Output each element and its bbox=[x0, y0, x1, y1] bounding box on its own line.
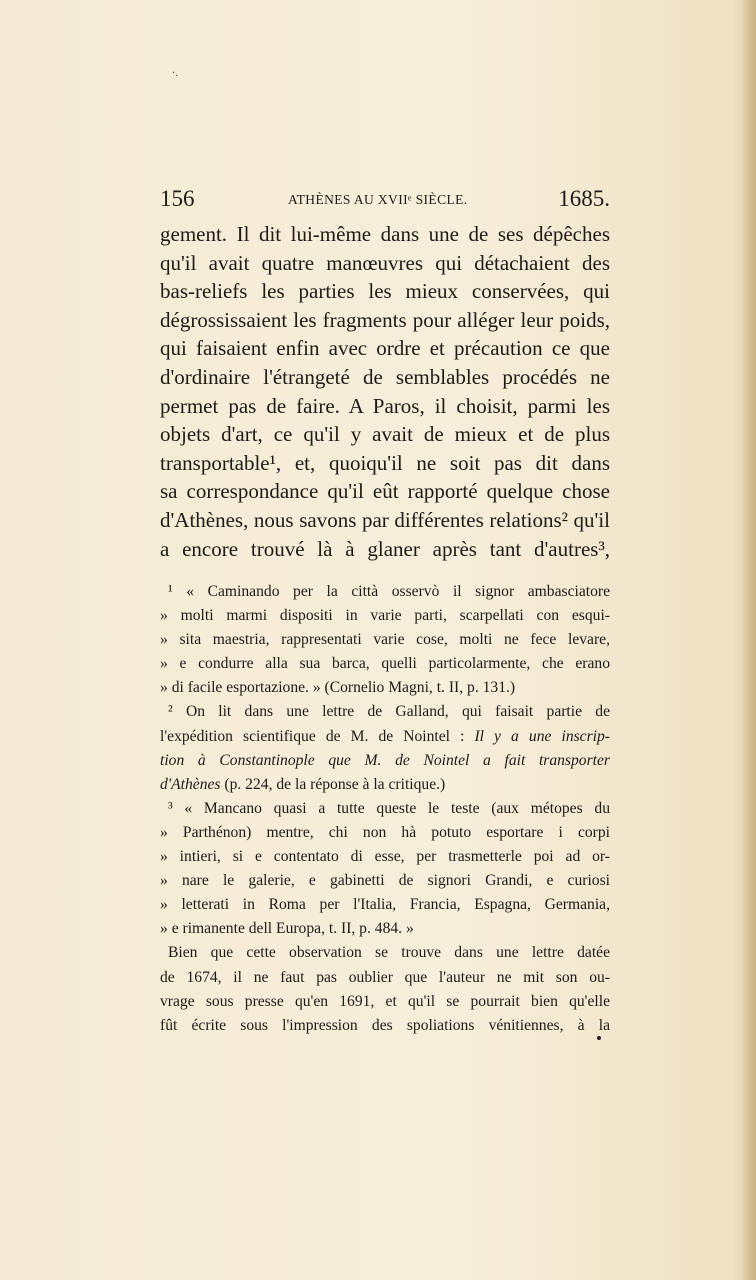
body-line: transportable¹, et, quoiqu'il ne soit pas dit dans bbox=[160, 450, 610, 475]
footnote-line: vrage sous presse qu'en 1691, et qu'il se pourrait bien qu'elle bbox=[160, 992, 610, 1010]
footnote-text: l'expédition scientifique de M. de Nointel : bbox=[160, 727, 475, 745]
footnote-continuation bbox=[160, 941, 610, 1037]
body-text bbox=[160, 220, 610, 563]
ink-dot bbox=[597, 1036, 601, 1040]
footnote-line: de 1674, il ne faut pas oublier que l'auteur ne mit son ou- bbox=[160, 968, 610, 986]
body-line: d'ordinaire l'étrangeté de semblables procédés ne bbox=[160, 364, 610, 389]
body-line: dégrossissaient les fragments pour alléger leur poids, bbox=[160, 307, 610, 332]
footnote-line: Bien que cette observation se trouve dans une lettre datée bbox=[168, 944, 610, 962]
page-edge-shadow bbox=[742, 0, 756, 1280]
body-line: objets d'art, ce qu'il y avait de mieux et de plus bbox=[160, 422, 610, 447]
footnote-2 bbox=[160, 700, 610, 796]
page-number: 156 bbox=[160, 186, 195, 211]
footnote-text: (p. 224, de la réponse à la critique.) bbox=[220, 775, 446, 793]
footnote-italic-text: Il y a une inscrip- bbox=[474, 727, 610, 745]
running-head bbox=[160, 186, 610, 216]
footnote-line: » di facile esportazione. » (Cornelio Magni, t. II, p. 131.) bbox=[160, 679, 516, 697]
footnote-italic-text: d'Athènes bbox=[160, 775, 221, 793]
running-title: ATHÈNES AU XVIIᵉ SIÈCLE. bbox=[288, 192, 468, 207]
footnote-line: » sita maestria, rappresentati varie cose, molti ne fece levare, bbox=[160, 631, 610, 649]
body-line: permet pas de faire. A Paros, il choisit, parmi les bbox=[160, 393, 610, 418]
body-line: qui faisaient enfin avec ordre et précaution ce que bbox=[160, 336, 610, 361]
footnote-line: » e condurre alla sua barca, quelli particolarmente, che erano bbox=[160, 655, 610, 673]
footnote-line: » molti marmi dispositi in varie parti, scarpellati con esqui- bbox=[160, 607, 610, 625]
footnote-line bbox=[160, 773, 610, 797]
footnote-line: » e rimanente dell Europa, t. II, p. 484. » bbox=[160, 920, 414, 938]
footnote-line: ¹ « Caminando per la città osservò il signor ambasciatore bbox=[168, 583, 610, 600]
footnote-line bbox=[160, 725, 610, 749]
body-line: gement. Il dit lui-même dans une de ses dépêches bbox=[160, 222, 610, 246]
footnote-line: ² On lit dans une lettre de Galland, qui faisait partie de bbox=[168, 703, 610, 721]
body-line: a encore trouvé là à glaner après tant d'autres³, bbox=[160, 536, 610, 561]
body-line: sa correspondance qu'il eût rapporté quelque chose bbox=[160, 479, 610, 504]
footnote-3 bbox=[160, 797, 610, 942]
running-year: 1685. bbox=[558, 186, 610, 211]
footnote-line: » Parthénon) mentre, chi non hà potuto esportare i corpi bbox=[160, 823, 610, 841]
body-line: qu'il avait quatre manœuvres qui détachaient des bbox=[160, 250, 610, 275]
body-line: d'Athènes, nous savons par différentes relations² qu'il bbox=[160, 507, 610, 532]
footnote-line: » letterati in Roma per l'Italia, Francia, Espagna, Germania, bbox=[160, 896, 610, 914]
footnote-line: » nare le galerie, e gabinetti de signori Grandi, e curiosi bbox=[160, 872, 610, 890]
footnote-line: tion à Constantinople que M. de Nointel a fait transporter bbox=[160, 751, 610, 769]
footnotes bbox=[160, 580, 610, 1038]
footnote-1 bbox=[160, 580, 610, 700]
footnote-line: fût écrite sous l'impression des spoliations vénitiennes, à la bbox=[160, 1016, 610, 1034]
footnote-line: » intieri, si e contentato di esse, per trasmetterle poi ad or- bbox=[160, 848, 610, 866]
footnote-line: ³ « Mancano quasi a tutte queste le teste (aux métopes du bbox=[168, 799, 610, 817]
body-line: bas-reliefs les parties les mieux conservées, qui bbox=[160, 279, 610, 304]
ink-speck: ·. bbox=[172, 68, 179, 79]
